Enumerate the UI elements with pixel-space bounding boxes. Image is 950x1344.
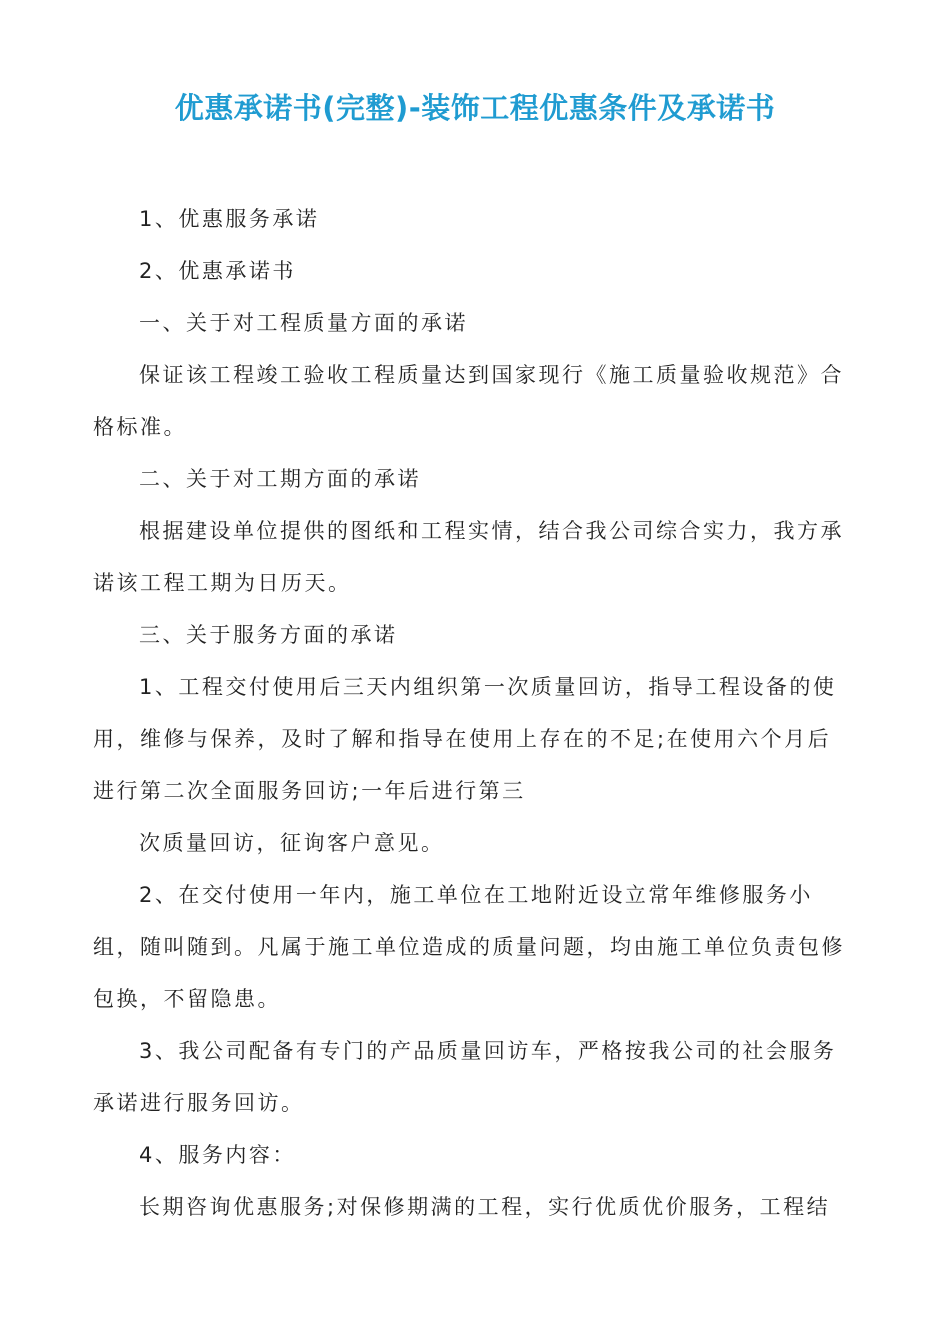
body-line: 3、我公司配备有专门的产品质量回访车，严格按我公司的社会服务 bbox=[139, 1039, 837, 1063]
body-line: 格标准。 bbox=[93, 415, 187, 439]
body-line: 次质量回访，征询客户意见。 bbox=[139, 831, 445, 855]
body-line: 1、优惠服务承诺 bbox=[139, 207, 320, 231]
body-line: 2、优惠承诺书 bbox=[139, 259, 296, 283]
body-line: 1、工程交付使用后三天内组织第一次质量回访，指导工程设备的使 bbox=[139, 675, 837, 699]
body-line: 承诺进行服务回访。 bbox=[93, 1091, 305, 1115]
body-line: 长期咨询优惠服务;对保修期满的工程，实行优质优价服务，工程结 bbox=[139, 1195, 831, 1219]
body-line: 包换，不留隐患。 bbox=[93, 987, 281, 1011]
body-line: 保证该工程竣工验收工程质量达到国家现行《施工质量验收规范》合 bbox=[139, 363, 844, 387]
body-line: 4、服务内容： bbox=[139, 1143, 296, 1167]
document-title: 优惠承诺书(完整)-装饰工程优惠条件及承诺书 bbox=[174, 91, 776, 125]
body-line: 诺该工程工期为日历天。 bbox=[93, 571, 352, 595]
body-line: 2、在交付使用一年内，施工单位在工地附近设立常年维修服务小 bbox=[139, 883, 813, 907]
body-line: 组，随叫随到。凡属于施工单位造成的质量问题，均由施工单位负责包修 bbox=[93, 935, 845, 959]
body-line: 根据建设单位提供的图纸和工程实情，结合我公司综合实力，我方承 bbox=[139, 519, 844, 543]
body-line: 用，维修与保养，及时了解和指导在使用上存在的不足;在使用六个月后 bbox=[93, 727, 832, 751]
body-line: 进行第二次全面服务回访;一年后进行第三 bbox=[93, 779, 526, 803]
body-line: 三、关于服务方面的承诺 bbox=[139, 623, 398, 647]
body-line: 二、关于对工期方面的承诺 bbox=[139, 467, 421, 491]
body-line: 一、关于对工程质量方面的承诺 bbox=[139, 311, 468, 335]
document-body bbox=[93, 193, 868, 1233]
